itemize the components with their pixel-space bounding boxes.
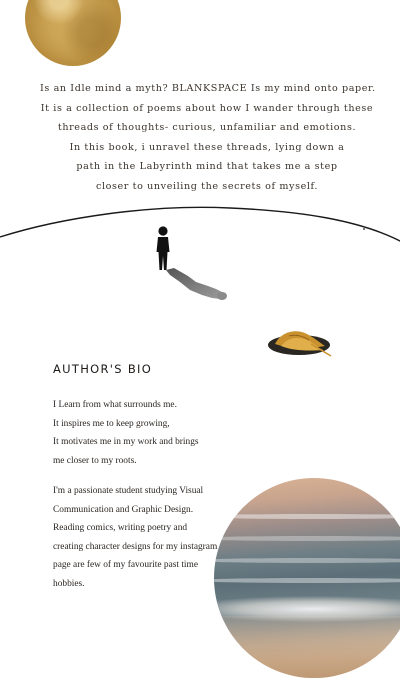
- intro-line: It is a collection of poems about how I wander through these: [40, 102, 374, 114]
- intro-line: path in the Labyrinth mind that takes me a step: [76, 161, 338, 173]
- seashore-photo-circle: [214, 478, 400, 678]
- bio-line: Communication and Graphic Design.: [53, 504, 194, 515]
- bio-line: It motivates me in my work and brings: [53, 437, 199, 448]
- bio-line: I'm a passionate student studying Visual: [53, 486, 204, 496]
- intro-line: closer to unveiling the secrets of myself.: [95, 180, 318, 192]
- bio-line: hobbies.: [53, 578, 85, 589]
- gold-moon-circle: [25, 0, 121, 66]
- person-silhouette-icon: [150, 222, 240, 304]
- bio-paragraph-1: [53, 396, 243, 470]
- bio-line: It inspires me to keep growing,: [53, 418, 170, 429]
- author-bio-heading: AUTHOR'S BIO: [53, 362, 153, 376]
- bio-line: page are few of my favourite past time: [53, 560, 198, 571]
- intro-line: In this book, i unravel these threads, lying down a: [69, 141, 345, 153]
- bio-line: me closer to my roots.: [53, 455, 137, 466]
- intro-text: [40, 79, 374, 197]
- bio-line: creating character designs for my instagram: [53, 541, 218, 552]
- bio-line: Reading comics, writing poetry and: [53, 523, 188, 534]
- dried-leaf-dish-icon: [267, 324, 333, 360]
- intro-line: Is an Idle mind a myth? BLANKSPACE Is my mind onto paper.: [40, 83, 376, 94]
- bio-line: I Learn from what surrounds me.: [53, 400, 177, 410]
- intro-line: threads of thoughts- curious, unfamiliar and emotions.: [57, 122, 357, 134]
